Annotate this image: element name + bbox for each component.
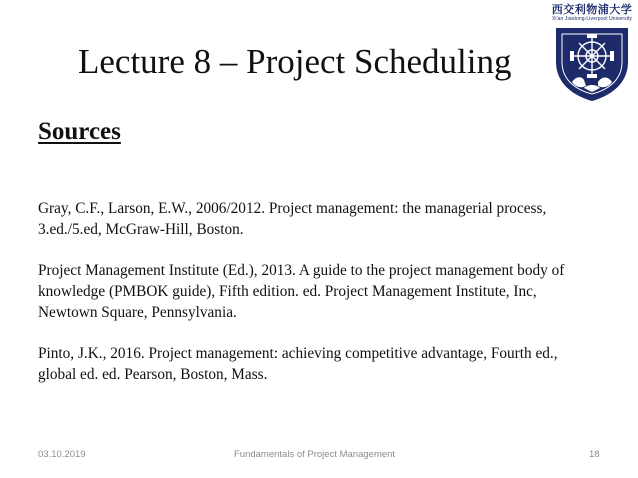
logo-name-zh: 西交利物浦大学	[551, 3, 633, 16]
reference-item: Pinto, J.K., 2016. Project management: achieving competitive advantage, Fourth ed., global ed. ed. Pearson, Boston, Mass.	[38, 345, 558, 383]
logo-name-en: Xi'an Jiaotong-Liverpool University	[551, 16, 633, 22]
reference-item: Project Management Institute (Ed.), 2013. A guide to the project management body of knowledge (PMBOK guide), Fifth edition. ed. Project Management Institute, Inc, Newtown Square, Pennsylvania.	[38, 262, 565, 321]
university-crest-icon	[554, 26, 630, 102]
logo-banner	[548, 4, 636, 26]
university-logo	[548, 4, 636, 104]
footer-date: 03.10.2019	[38, 449, 86, 460]
references-list	[38, 198, 598, 405]
section-heading: Sources	[38, 118, 121, 145]
footer-course-name: Fundamentals of Project Management	[234, 449, 396, 460]
footer-page-number: 18	[589, 449, 600, 460]
slide-title: Lecture 8 – Project Scheduling	[78, 42, 512, 81]
reference-item: Gray, C.F., Larson, E.W., 2006/2012. Project management: the managerial process, 3.ed./5.ed, McGraw-Hill, Boston.	[38, 200, 547, 238]
